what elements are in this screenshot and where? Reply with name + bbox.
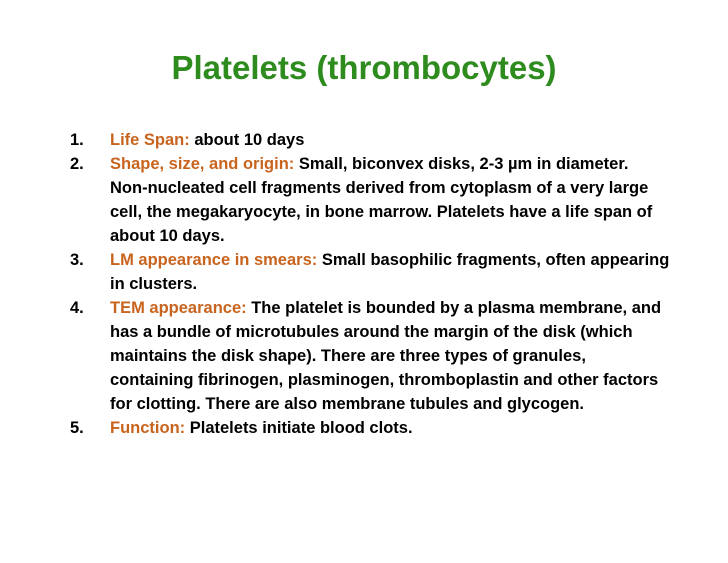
list-item-label: Shape, size, and origin: [110,155,295,173]
list-item-text: The platelet is bounded by a plasma membrane, and has a bundle of microtubules around the margin of the disk (which maintains the disk shape). There are three types of granules, containing fibrinogen, plasminogen, thromboplastin and other factors for clotting. There are also membrane tubules and glycogen. [110,299,662,413]
list-item-label: LM appearance in smears: [110,251,318,269]
list-item-text: Small, biconvex disks, 2-3 µm in diameter. Non-nucleated cell fragments derived from cytoplasm of a very large cell, the megakaryocyte, in bone marrow. Platelets have a life span of about 10 days. [110,155,653,245]
list-item-label: Function: [110,419,186,437]
list-item-number: 2. [70,155,84,173]
list-item-function [70,416,670,440]
list-item-label: TEM appearance: [110,299,247,317]
list-item-text: Platelets initiate blood clots. [185,419,413,437]
list-item-text: Small basophilic fragments, often appearing in clusters. [110,251,670,293]
list-item-number: 5. [70,419,84,437]
list-item-number: 4. [70,299,84,317]
slide-title: Platelets (thrombocytes) [171,49,557,86]
list-item-number: 1. [70,131,84,149]
numbered-list [70,128,670,440]
list-item-text: about 10 days [189,131,305,149]
list-item-life-span [70,128,670,152]
list-item-tem-appearance [70,296,670,416]
list-item-number: 3. [70,251,84,269]
list-item-body [110,248,670,296]
list-item-body [110,296,670,416]
list-item-lm-appearance [70,248,670,296]
list-item-shape-size-origin [70,152,670,248]
list-item-body [110,152,670,248]
list-item-body [110,128,670,152]
list-item-label: Life Span: [110,131,190,149]
list-item-body [110,416,670,440]
